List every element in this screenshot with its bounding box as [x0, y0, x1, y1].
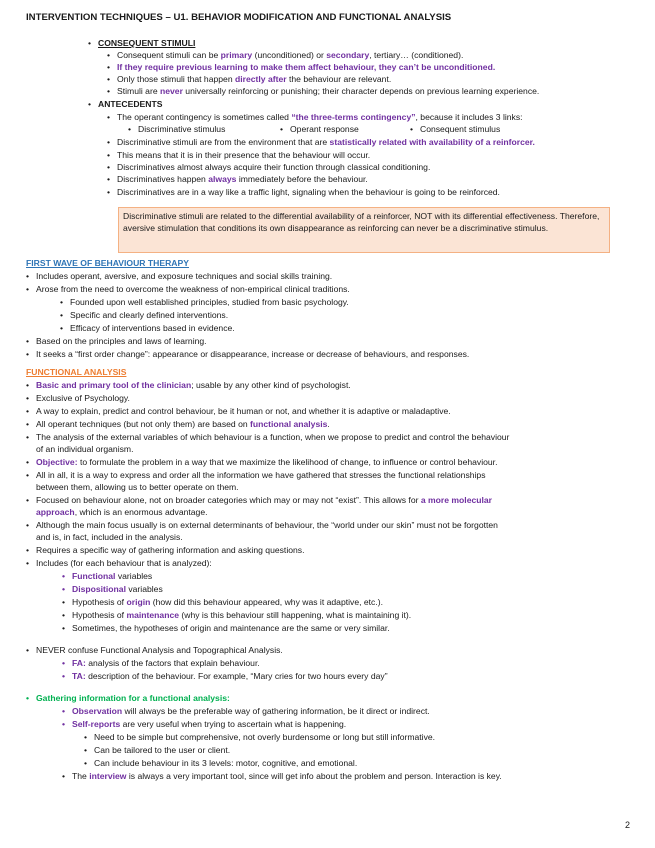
fa-item-1: • Functional variables — [62, 571, 153, 581]
consequent-heading: • CONSEQUENT STIMULI — [88, 38, 196, 48]
fa-item-5: • Sometimes, the hypotheses of origin and maintenance are the same or very similar. — [62, 623, 390, 633]
consequent-heading-text: CONSEQUENT STIMULI — [98, 38, 196, 48]
fa-line-5b: of an individual organism. — [36, 444, 134, 454]
fa-line-7b: between them, allowing us to better operate on them. — [36, 482, 239, 492]
first-wave-sub-1: • Founded upon well established principles, studied from basic psychology. — [60, 297, 349, 307]
fa-line-10: • Requires a specific way of gathering information and asking questions. — [26, 545, 305, 555]
fa-line-9: • Although the main focus usually is on external determinants of behaviour, the “world under our skin” must not be forgotten — [26, 520, 498, 530]
consequent-line-1: • Consequent stimuli can be primary (unconditioned) or secondary, tertiary… (conditioned). — [107, 50, 464, 60]
link-1: • Discriminative stimulus — [128, 124, 226, 134]
first-wave-line-2: • Arose from the need to overcome the weakness of non-empirical clinical traditions. — [26, 284, 350, 294]
fa-item-3: • Hypothesis of origin (how did this behaviour appeared, why was it adaptive, etc.). — [62, 597, 383, 607]
link-3: • Consequent stimulus — [410, 124, 501, 134]
gathering-sub-1: • Need to be simple but comprehensive, not overly burdensome or long but still informative. — [84, 732, 436, 742]
fa-line-1: • Basic and primary tool of the clinician; usable by any other kind of psychologist. — [26, 380, 351, 390]
antecedents-line-4: • Discriminatives almost always acquire their function through classical conditioning. — [107, 162, 431, 172]
gathering-heading: • Gathering information for a functional analysis: — [26, 693, 230, 703]
first-wave-heading: FIRST WAVE OF BEHAVIOUR THERAPY — [26, 258, 189, 268]
fa-line-3: • A way to explain, predict and control behaviour, be it human or not, and whether it is adaptive or maladaptive. — [26, 406, 451, 416]
antecedents-line-3: • This means that it is in their presence that the behaviour will occur. — [107, 150, 371, 160]
page-number: 2 — [624, 820, 630, 830]
ta-definition: • TA: description of the behaviour. For example, “Mary cries for two hours every day” — [62, 671, 388, 681]
first-wave-sub-2: • Specific and clearly defined interventions. — [60, 310, 229, 320]
first-wave-sub-3: • Efficacy of interventions based in evidence. — [60, 323, 235, 333]
antecedents-line-5: • Discriminatives happen always immediately before the behaviour. — [107, 174, 368, 184]
fa-item-2: • Dispositional variables — [62, 584, 163, 594]
antecedents-line-1: • The operant contingency is sometimes called “the three-terms contingency”, because it includes 3 links: — [107, 112, 523, 122]
first-wave-line-1: • Includes operant, aversive, and exposure techniques and social skills training. — [26, 271, 333, 281]
consequent-line-3: • Only those stimuli that happen directly after the behaviour are relevant. — [107, 74, 392, 84]
gathering-self-reports: • Self-reports are very useful when trying to ascertain what is happening. — [62, 719, 347, 729]
discriminative-note-box — [118, 207, 610, 253]
consequent-line-2: • If they require previous learning to make them affect behaviour, they can’t be unconditioned. — [107, 62, 496, 72]
link-2: • Operant response — [280, 124, 359, 134]
consequent-line-4: • Stimuli are never universally reinforcing or punishing; their character depends on previous learning experience. — [107, 86, 540, 96]
gathering-interview: • The interview is always a very important tool, since will get info about the problem and person. Interaction is key. — [62, 771, 502, 781]
fa-line-6: • Objective: to formulate the problem in a way that we maximize the likelihood of change, to influence or control behaviour. — [26, 457, 498, 467]
fa-line-7: • All in all, it is a way to express and order all the information we have gathered that stresses the functional relationships — [26, 470, 486, 480]
first-wave-line-4: • It seeks a “first order change”: appearance or disappearance, increase or decrease of behaviours, and responses. — [26, 349, 470, 359]
gathering-sub-3: • Can include behaviour in its 3 levels: motor, cognitive, and emotional. — [84, 758, 358, 768]
fa-line-12: • NEVER confuse Functional Analysis and Topographical Analysis. — [26, 645, 283, 655]
note-text: Discriminative stimuli are related to the differential availability of a reinforcer, NOT with its differential effectiveness. Therefore, aversive stimulation that conditions its own disappearance as reinforcing can never be a discriminative stimulus. — [123, 211, 600, 233]
fa-item-4: • Hypothesis of maintenance (why is this behaviour still happening, what is maintaining it). — [62, 610, 412, 620]
fa-line-11: • Includes (for each behaviour that is analyzed): — [26, 558, 212, 568]
gathering-observation: • Observation will always be the preferable way of gathering information, be it direct or indirect. — [62, 706, 430, 716]
document-title: INTERVENTION TECHNIQUES – U1. BEHAVIOR MODIFICATION AND FUNCTIONAL ANALYSIS — [26, 12, 452, 23]
antecedents-line-6: • Discriminatives are in a way like a traffic light, signaling when the behaviour is going to be reinforced. — [107, 187, 500, 197]
first-wave-line-3: • Based on the principles and laws of learning. — [26, 336, 207, 346]
antecedents-line-2: • Discriminative stimuli are from the environment that are statistically related with availability of a reinforcer. — [107, 137, 535, 147]
fa-line-2: • Exclusive of Psychology. — [26, 393, 130, 403]
fa-line-9b: and is, in fact, included in the analysis. — [36, 532, 183, 542]
fa-line-8: • Focused on behaviour alone, not on broader categories which may or may not “exist”. This allows for a more molecular — [26, 495, 493, 505]
antecedents-heading: • ANTECEDENTS — [88, 99, 163, 109]
fa-line-8b: approach, which is an enormous advantage. — [36, 507, 208, 517]
fa-heading: FUNCTIONAL ANALYSIS — [26, 367, 127, 377]
fa-line-5: • The analysis of the external variables of which behaviour is a function, when we propose to predict and control the behaviour — [26, 432, 510, 442]
fa-line-4: • All operant techniques (but not only them) are based on functional analysis. — [26, 419, 330, 429]
gathering-sub-2: • Can be tailored to the user or client. — [84, 745, 231, 755]
fa-definition: • FA: analysis of the factors that explain behaviour. — [62, 658, 260, 668]
